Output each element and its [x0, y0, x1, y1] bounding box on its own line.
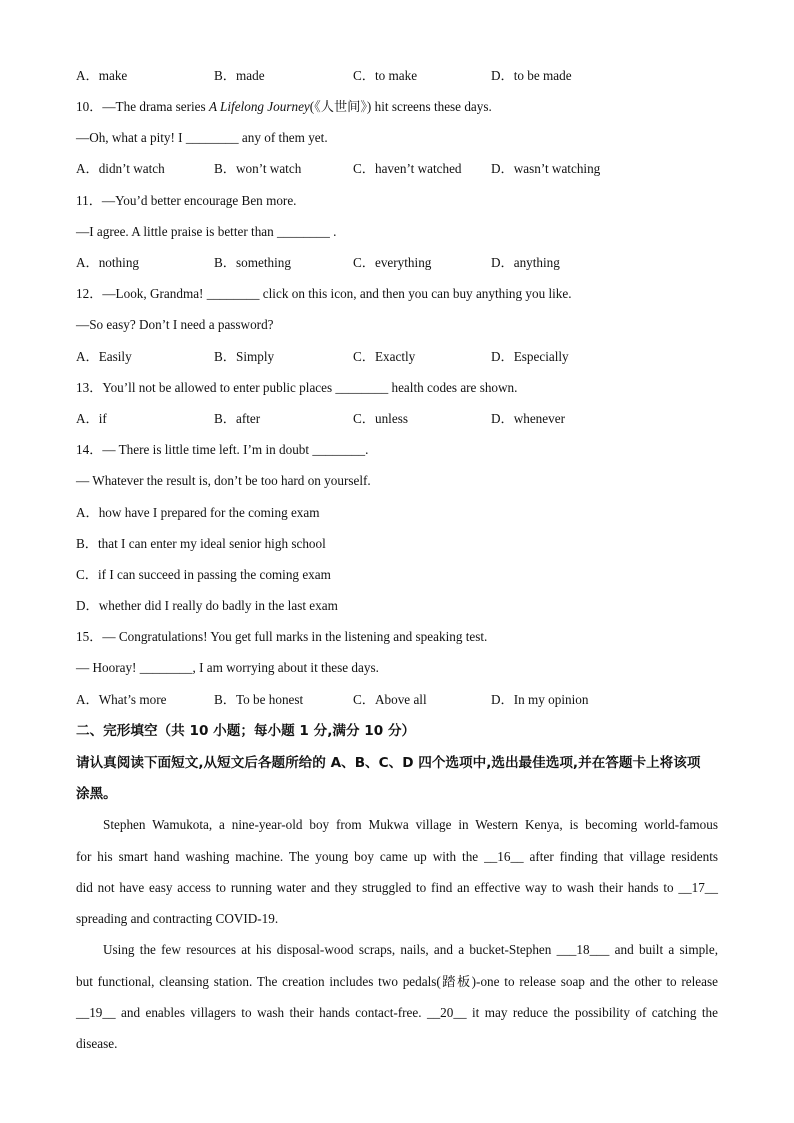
q14-option-c: C．if I can succeed in passing the coming exam — [76, 567, 331, 582]
q15-option-c: C．Above all — [353, 692, 427, 707]
passage-p2-line4: disease. — [76, 1036, 118, 1051]
q15-line2: — Hooray! ________, I am worrying about it these days. — [76, 660, 379, 675]
passage-p1-line1: Stephen Wamukota, a nine-year-old boy from Mukwa village in Western Kenya, is becoming world-famous — [103, 817, 718, 832]
q11-line1: 11．—You’d better encourage Ben more. — [76, 193, 297, 208]
q14-line2: — Whatever the result is, don’t be too hard on yourself. — [76, 473, 371, 488]
passage-p2-line3: __19__ and enables villagers to wash their hands contact-free. __20__ it may reduce the possibility of catching the — [76, 1005, 718, 1020]
q14-line1: 14．— There is little time left. I’m in doubt ________. — [76, 442, 369, 457]
section-instruction-line2: 涂黑。 — [76, 786, 117, 802]
q9-option-a: A．make — [76, 68, 128, 83]
q12-option-d: D．Especially — [491, 349, 569, 364]
q15-option-a: A．What’s more — [76, 692, 167, 707]
q12-option-b: B．Simply — [214, 349, 275, 364]
passage-p2-line1: Using the few resources at his disposal-wood scraps, nails, and a bucket-Stephen ___18___ and built a simple, — [103, 942, 718, 957]
q9-option-c: C．to make — [353, 68, 418, 83]
q10-option-d: D．wasn’t watching — [491, 161, 601, 176]
q12-option-c: C．Exactly — [353, 349, 416, 364]
q11-line2: —I agree. A little praise is better than ________ . — [76, 224, 337, 239]
q10-option-a: A．didn’t watch — [76, 161, 165, 176]
q13-option-a: A．if — [76, 411, 107, 426]
passage-p2-line2: but functional, cleansing station. The creation includes two pedals(踏板)-one to release soap and the other to release — [76, 974, 718, 989]
q10-option-b: B．won’t watch — [214, 161, 302, 176]
section-heading: 二、完形填空（共 10 小题；每小题 1 分,满分 10 分） — [76, 723, 416, 739]
q14-option-d: D．whether did I really do badly in the last exam — [76, 598, 338, 613]
passage-p1-line2: for his smart hand washing machine. The young boy came up with the __16__ after finding that village residents — [76, 849, 718, 864]
q10-stem — [76, 98, 492, 116]
q12-line2: —So easy? Don’t I need a password? — [76, 317, 274, 332]
q10-line2: —Oh, what a pity! I ________ any of them yet. — [76, 130, 328, 145]
q10-drama-title: A Lifelong Journey — [208, 99, 310, 114]
q13-option-c: C．unless — [353, 411, 408, 426]
q13-line1: 13．You’ll not be allowed to enter public places ________ health codes are shown. — [76, 380, 518, 395]
passage-p1-line4: spreading and contracting COVID-19. — [76, 911, 279, 926]
q11-option-c: C．everything — [353, 255, 432, 270]
q15-line1: 15．— Congratulations! You get full marks in the listening and speaking test. — [76, 629, 488, 644]
q13-option-b: B．after — [214, 411, 261, 426]
q11-option-a: A．nothing — [76, 255, 140, 270]
q15-option-d: D．In my opinion — [491, 692, 589, 707]
q10-option-c: C．haven’t watched — [353, 161, 462, 176]
q11-option-b: B．something — [214, 255, 291, 270]
q10-stem-prefix: 10．—The drama series — [76, 99, 209, 114]
q11-option-d: D．anything — [491, 255, 560, 270]
q14-option-a: A．how have I prepared for the coming exam — [76, 505, 320, 520]
q14-option-b: B．that I can enter my ideal senior high school — [76, 536, 326, 551]
q12-line1: 12．—Look, Grandma! ________ click on this icon, and then you can buy anything you like. — [76, 286, 572, 301]
q9-option-b: B．made — [214, 68, 265, 83]
passage-p1-line3: did not have easy access to running water and they struggled to find an effective way to wash their hands to __17__ — [76, 880, 718, 895]
q9-option-d: D．to be made — [491, 68, 572, 83]
q10-stem-suffix: (《人世间》) hit screens these days. — [309, 99, 492, 114]
q15-option-b: B．To be honest — [214, 692, 304, 707]
q12-option-a: A．Easily — [76, 349, 132, 364]
section-instruction-line1: 请认真阅读下面短文,从短文后各题所给的 A、B、C、D 四个选项中,选出最佳选项,并在答题卡上将该项 — [76, 755, 701, 771]
q13-option-d: D．whenever — [491, 411, 565, 426]
